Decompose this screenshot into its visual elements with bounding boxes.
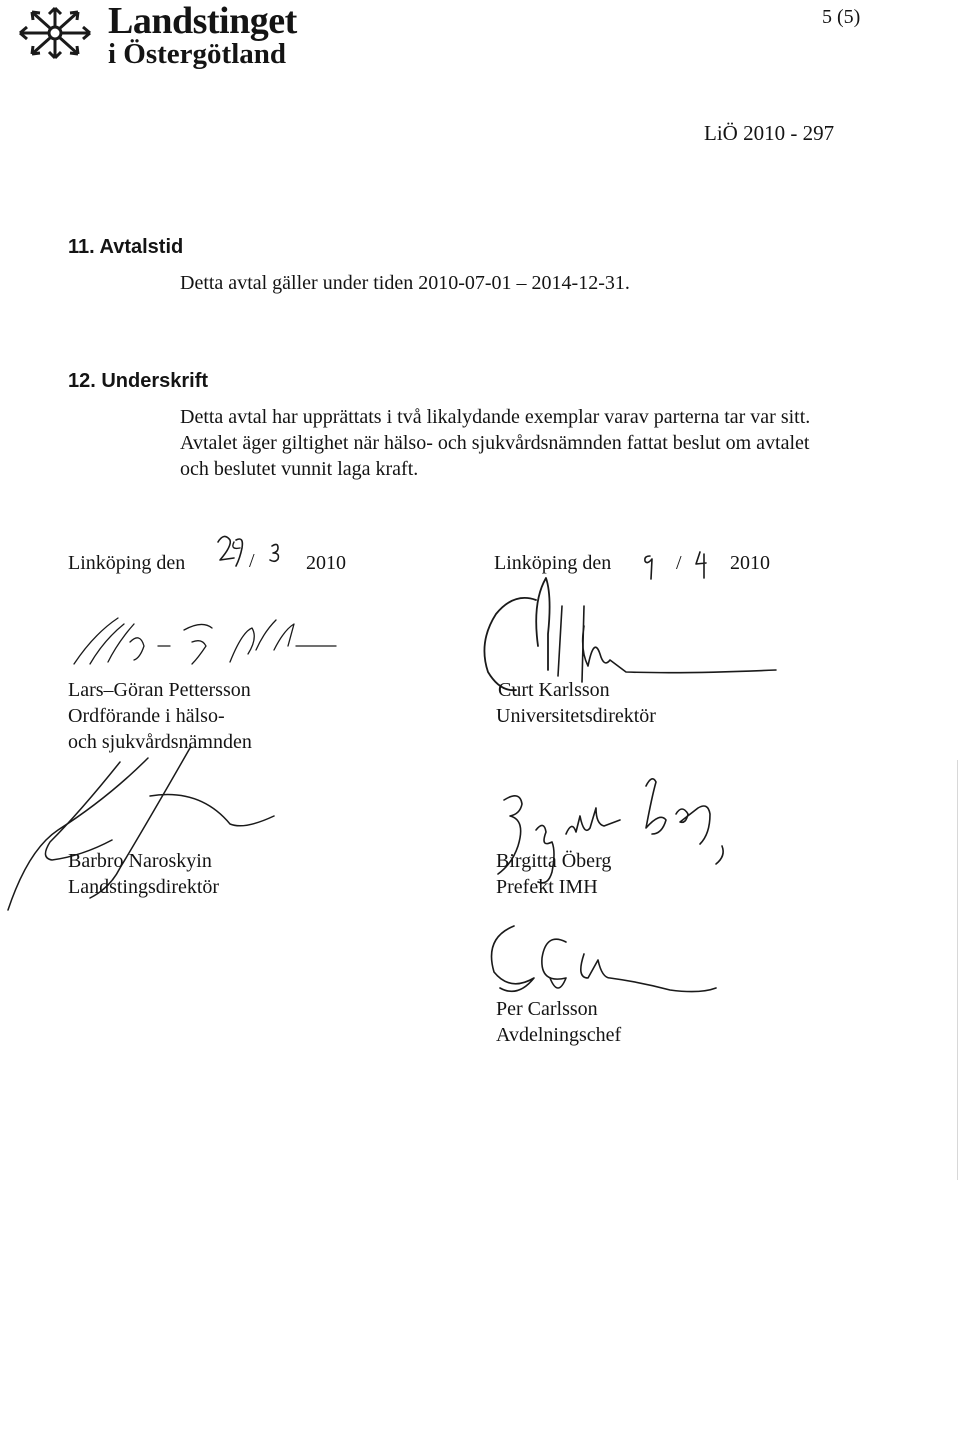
signatory-title: Avdelningschef [496, 1024, 622, 1046]
signatory-title: Prefekt IMH [496, 876, 598, 898]
signing-year-right: 2010 [730, 552, 770, 574]
section-text-avtalstid: Detta avtal gäller under tiden 2010-07-01 – 2014-12-31. [180, 272, 630, 294]
signing-place-left: Linköping den [68, 552, 186, 574]
page-number: 5 (5) [822, 6, 861, 28]
signatory-name: Birgitta Öberg [496, 850, 612, 872]
section-heading-underskrift: 12. Underskrift [68, 370, 209, 392]
signatory-name: Barbro Naroskyin [68, 850, 212, 872]
signatory-per-carlsson [496, 996, 621, 1048]
signatory-title: Landstingsdirektör [68, 876, 220, 898]
signatory-birgitta-oberg [496, 848, 611, 900]
signatory-name: Lars–Göran Pettersson [68, 679, 251, 701]
document-reference: LiÖ 2010 - 297 [704, 121, 835, 145]
signatory-title: Ordförande i hälso- [68, 705, 225, 727]
logo-region: i Östergötland [108, 38, 287, 70]
section-heading-avtalstid: 11. Avtalstid [68, 236, 184, 258]
signing-separator-left: / [249, 550, 255, 572]
signature-per-carlsson [474, 914, 734, 1004]
logo-wordmark [108, 2, 297, 69]
signatory-name: Curt Karlsson [498, 679, 610, 701]
scan-edge-line [957, 760, 958, 1180]
signing-separator-right: / [676, 552, 682, 574]
section-text-underskrift [180, 404, 880, 482]
paragraph-line: och beslutet vunnit laga kraft. [180, 458, 419, 480]
paragraph-line: Detta avtal har upprättats i två likalydande exemplar varav parterna tar var sitt. [180, 406, 811, 428]
signing-year-left: 2010 [306, 552, 346, 574]
handwritten-date-left [210, 528, 290, 578]
logo-name: Landstinget [108, 0, 297, 42]
signatory-title: Universitetsdirektör [496, 705, 656, 727]
signature-lars-goran-pettersson [60, 606, 350, 676]
signing-place-right: Linköping den [494, 552, 612, 574]
signatory-curt-karlsson [496, 677, 656, 729]
signatory-barbro-naroskyin [68, 848, 219, 900]
signatory-name: Per Carlsson [496, 998, 598, 1020]
county-logo-icon [10, 4, 100, 62]
signatory-title: och sjukvårdsnämnden [68, 731, 252, 753]
paragraph-line: Avtalet äger giltighet när hälso- och sjukvårdsnämnden fattat beslut om avtalet [180, 432, 810, 454]
